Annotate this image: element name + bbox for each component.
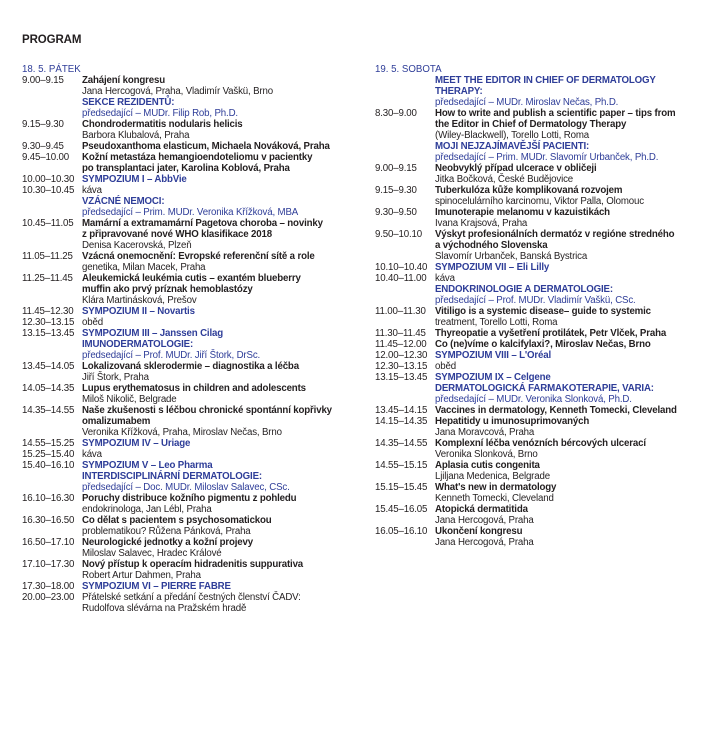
- session-content: [82, 119, 352, 141]
- session-content: [435, 207, 695, 229]
- session-time: 9.00–9.15: [22, 75, 64, 86]
- session-content: [435, 339, 695, 350]
- day-heading: 19. 5. SOBOTA: [375, 64, 442, 75]
- session-time: 16.10–16.30: [22, 493, 75, 504]
- session-time: 13.15–13.45: [22, 328, 75, 339]
- session-text: káva: [82, 449, 102, 460]
- schedule-row: [375, 438, 695, 460]
- session-text: Rudolfova slévárna na Pražském hradě: [82, 603, 247, 614]
- session-text: Jana Moravcová, Praha: [435, 427, 535, 438]
- session-time: 12.30–13.15: [22, 317, 75, 328]
- session-time: 11.30–11.45: [375, 328, 426, 339]
- schedule-row: [375, 526, 695, 548]
- session-content: [82, 559, 352, 581]
- session-text: problematikou? Růžena Pánková, Praha: [82, 526, 251, 537]
- session-content: [435, 460, 695, 482]
- session-text: genetika, Milan Macek, Praha: [82, 262, 206, 273]
- talk-title: Neurologické jednotky a kožní projevy: [82, 537, 254, 548]
- schedule-row: [22, 537, 352, 559]
- schedule-row: [22, 405, 352, 438]
- talk-title: z připravované nové WHO klasifikace 2018: [82, 229, 272, 240]
- session-content: [435, 163, 695, 185]
- session-content: [82, 515, 352, 537]
- session-content: [435, 416, 695, 438]
- session-time: 20.00–23.00: [22, 592, 75, 603]
- section-heading: MEET THE EDITOR IN CHIEF OF DERMATOLOGY: [435, 75, 656, 86]
- session-time: 10.10–10.40: [375, 262, 428, 273]
- session-text: Veronika Slonková, Brno: [435, 449, 538, 460]
- schedule-row: [375, 350, 695, 361]
- schedule-row: [375, 405, 695, 416]
- schedule-row: [22, 141, 352, 152]
- schedule-row: [375, 273, 695, 306]
- session-text: káva: [435, 273, 455, 284]
- section-heading: THERAPY:: [435, 86, 483, 97]
- schedule-row: [375, 460, 695, 482]
- schedule-row: [22, 328, 352, 361]
- chair-text: předsedající – Doc. MUDr. Miloslav Salavec, CSc.: [82, 482, 290, 493]
- session-text: Jana Hercogová, Praha: [435, 537, 534, 548]
- session-text: Ivana Krajsová, Praha: [435, 218, 528, 229]
- session-text: oběd: [435, 361, 456, 372]
- session-time: 14.35–14.55: [375, 438, 428, 449]
- talk-title: Lokalizovaná sklerodermie – diagnostika a léčba: [82, 361, 299, 372]
- session-content: [82, 328, 352, 361]
- schedule-row: [22, 449, 352, 460]
- session-time: 16.05–16.10: [375, 526, 428, 537]
- talk-title: What's new in dermatology: [435, 482, 557, 493]
- day-column-saturday: [375, 64, 695, 548]
- talk-title: Aplasia cutis congenita: [435, 460, 540, 471]
- session-content: [82, 152, 352, 174]
- talk-title: Chondrodermatitis nodularis helicis: [82, 119, 243, 130]
- session-text: Denisa Kacerovská, Plzeň: [82, 240, 192, 251]
- schedule-row: [375, 361, 695, 372]
- session-content: [82, 493, 352, 515]
- session-text: oběd: [82, 317, 103, 328]
- schedule-row: [22, 515, 352, 537]
- section-heading: SYMPOZIUM II – Novartis: [82, 306, 195, 317]
- schedule-row: [375, 163, 695, 185]
- schedule-row: [375, 482, 695, 504]
- session-time: 8.30–9.00: [375, 108, 417, 119]
- session-time: 9.30–9.45: [22, 141, 64, 152]
- session-content: [82, 273, 352, 306]
- session-time: 11.45–12.30: [22, 306, 74, 317]
- day-heading: 18. 5. PÁTEK: [22, 64, 81, 75]
- session-text: Přátelské setkání a předání čestných členství ČADV:: [82, 592, 301, 603]
- talk-title: muffin ako prvý príznak hemoblastózy: [82, 284, 253, 295]
- talk-title: po transplantaci jater, Karolina Koblová, Praha: [82, 163, 290, 174]
- session-content: [435, 262, 695, 273]
- session-text: káva: [82, 185, 102, 196]
- section-heading: SYMPOZIUM IV – Uriage: [82, 438, 191, 449]
- schedule-row: [375, 262, 695, 273]
- session-content: [435, 361, 695, 372]
- session-time: [375, 75, 435, 108]
- talk-title: How to write and publish a scientific paper – tips from: [435, 108, 676, 119]
- session-time: 11.05–11.25: [22, 251, 73, 262]
- schedule-row: [22, 383, 352, 405]
- talk-title: Hepatitidy u imunosuprimovaných: [435, 416, 590, 427]
- chair-text: předsedající – MUDr. Filip Rob, Ph.D.: [82, 108, 238, 119]
- session-time: 9.15–9.30: [22, 119, 64, 130]
- schedule-list: [22, 75, 352, 614]
- talk-title: Komplexní léčba venózních bércových ulcerací: [435, 438, 646, 449]
- session-time: 9.30–9.50: [375, 207, 417, 218]
- schedule-row: [22, 306, 352, 317]
- schedule-row: [375, 504, 695, 526]
- talk-title: Mamární a extramamární Pagetova choroba – novinky: [82, 218, 323, 229]
- day-column-friday: [22, 64, 352, 614]
- talk-title: Kožní metastáza hemangioendoteliomu v pacientky: [82, 152, 313, 163]
- session-text: Jana Hercogová, Praha, Vladimír Vaškü, Brno: [82, 86, 273, 97]
- session-time: 10.00–10.30: [22, 174, 75, 185]
- section-heading: SYMPOZIUM VIII – L'Oréal: [435, 350, 552, 361]
- session-content: [82, 185, 352, 218]
- session-text: Robert Artur Dahmen, Praha: [82, 570, 201, 581]
- session-content: [82, 317, 352, 328]
- schedule-row: [22, 119, 352, 141]
- session-time: 14.05–14.35: [22, 383, 75, 394]
- session-time: 15.40–16.10: [22, 460, 75, 471]
- session-time: 16.30–16.50: [22, 515, 75, 526]
- schedule-row: [22, 438, 352, 449]
- schedule-row: [22, 273, 352, 306]
- session-text: Barbora Klubalová, Praha: [82, 130, 190, 141]
- page-title: PROGRAM: [22, 34, 82, 46]
- chair-text: předsedající – MUDr. Veronika Slonková, Ph.D.: [435, 394, 632, 405]
- talk-title: Co (ne)víme o kalcifylaxi?, Miroslav Nečas, Brno: [435, 339, 651, 350]
- session-time: 11.00–11.30: [375, 306, 426, 317]
- schedule-row: [22, 361, 352, 383]
- talk-title: Ukončení kongresu: [435, 526, 523, 537]
- session-content: [82, 449, 352, 460]
- session-content: [435, 108, 695, 163]
- talk-title: Naše zkušenosti s léčbou chronické spontánní kopřivky: [82, 405, 332, 416]
- session-content: [435, 75, 695, 108]
- section-heading: SEKCE REZIDENTŮ:: [82, 97, 175, 108]
- session-time: 9.50–10.10: [375, 229, 422, 240]
- session-text: Jana Hercogová, Praha: [435, 515, 534, 526]
- schedule-row: [22, 493, 352, 515]
- chair-text: předsedající – Prof. MUDr. Vladimír Vaškü, CSc.: [435, 295, 636, 306]
- section-heading: SYMPOZIUM III – Janssen Cilag: [82, 328, 224, 339]
- talk-title: Thyreopatie a vyšetření protilátek, Petr Vlček, Praha: [435, 328, 667, 339]
- schedule-row: [375, 207, 695, 229]
- session-time: 9.45–10.00: [22, 152, 69, 163]
- talk-title: Pseudoxanthoma elasticum, Michaela Nováková, Praha: [82, 141, 330, 152]
- session-content: [435, 306, 695, 328]
- session-time: 9.00–9.15: [375, 163, 417, 174]
- session-text: spinocelulárního karcinomu, Viktor Palla, Olomouc: [435, 196, 644, 207]
- session-content: [435, 405, 695, 416]
- session-time: 10.45–11.05: [22, 218, 74, 229]
- schedule-row: [375, 372, 695, 405]
- session-time: 10.30–10.45: [22, 185, 75, 196]
- session-content: [82, 438, 352, 449]
- session-text: Veronika Křížková, Praha, Miroslav Nečas, Brno: [82, 427, 282, 438]
- talk-title: Vzácná onemocnění: Evropské referenční sítě a role: [82, 251, 315, 262]
- session-content: [82, 460, 352, 493]
- schedule-row: [22, 174, 352, 185]
- session-time: 12.00–12.30: [375, 350, 428, 361]
- session-time: 12.30–13.15: [375, 361, 428, 372]
- session-content: [435, 438, 695, 460]
- schedule-row: [22, 152, 352, 174]
- talk-title: Tuberkulóza kůže komplikovaná rozvojem: [435, 185, 623, 196]
- section-heading: INTERDISCIPLINÁRNÍ DERMATOLOGIE:: [82, 471, 262, 482]
- schedule-row: [22, 559, 352, 581]
- session-time: 14.55–15.15: [375, 460, 428, 471]
- schedule-row: [22, 251, 352, 273]
- talk-title: Vaccines in dermatology, Kenneth Tomecki, Cleveland: [435, 405, 677, 416]
- talk-title: Neobvyklý případ ulcerace v obličeji: [435, 163, 597, 174]
- talk-title: Poruchy distribuce kožního pigmentu z pohledu: [82, 493, 297, 504]
- session-content: [82, 306, 352, 317]
- section-heading: SYMPOZIUM VI – PIERRE FABRE: [82, 581, 231, 592]
- schedule-row: [375, 328, 695, 339]
- session-time: 14.15–14.35: [375, 416, 428, 427]
- session-content: [435, 504, 695, 526]
- section-heading: SYMPOZIUM IX – Celgene: [435, 372, 551, 383]
- session-text: Klára Martinásková, Prešov: [82, 295, 197, 306]
- session-text: endokrinologa, Jan Lébl, Praha: [82, 504, 212, 515]
- session-text: treatment, Torello Lotti, Roma: [435, 317, 558, 328]
- section-heading: SYMPOZIUM V – Leo Pharma: [82, 460, 213, 471]
- session-time: 17.10–17.30: [22, 559, 75, 570]
- session-text: (Wiley-Blackwell), Torello Lotti, Roma: [435, 130, 590, 141]
- session-content: [435, 273, 695, 306]
- schedule-row: [375, 416, 695, 438]
- schedule-row: [22, 185, 352, 218]
- session-text: Jiří Štork, Praha: [82, 372, 149, 383]
- section-heading: SYMPOZIUM VII – Eli Lilly: [435, 262, 550, 273]
- talk-title: Nový přístup k operacím hidradenitis suppurativa: [82, 559, 304, 570]
- schedule-row: [22, 75, 352, 119]
- session-content: [435, 185, 695, 207]
- session-content: [82, 405, 352, 438]
- session-time: 14.55–15.25: [22, 438, 75, 449]
- session-content: [435, 526, 695, 548]
- schedule-row: [375, 108, 695, 163]
- chair-text: předsedající – Prof. MUDr. Jiří Štork, DrSc.: [82, 350, 261, 361]
- session-time: 15.45–16.05: [375, 504, 428, 515]
- session-time: 16.50–17.10: [22, 537, 75, 548]
- section-heading: IMUNODERMATOLOGIE:: [82, 339, 194, 350]
- section-heading: VZÁCNÉ NEMOCI:: [82, 196, 165, 207]
- talk-title: Zahájení kongresu: [82, 75, 166, 86]
- talk-title: Imunoterapie melanomu v kazuistikách: [435, 207, 610, 218]
- schedule-row: [22, 460, 352, 493]
- session-content: [82, 218, 352, 251]
- schedule-row: [22, 581, 352, 592]
- session-time: 15.25–15.40: [22, 449, 75, 460]
- session-time: 9.15–9.30: [375, 185, 417, 196]
- chair-text: předsedající – Prim. MUDr. Slavomír Urbanček, Ph.D.: [435, 152, 659, 163]
- talk-title: Aleukemická leukémia cutis – exantém blueberry: [82, 273, 301, 284]
- schedule-row: [375, 185, 695, 207]
- section-heading: DERMATOLOGICKÁ FARMAKOTERAPIE, VARIA:: [435, 383, 654, 394]
- talk-title: Vitiligo is a systemic disease– guide to systemic: [435, 306, 651, 317]
- session-content: [435, 372, 695, 405]
- session-time: 10.40–11.00: [375, 273, 427, 284]
- session-content: [82, 361, 352, 383]
- schedule-row: [375, 75, 695, 108]
- session-text: Miloslav Salavec, Hradec Králové: [82, 548, 222, 559]
- talk-title: the Editor in Chief of Dermatology Therapy: [435, 119, 627, 130]
- session-content: [82, 383, 352, 405]
- schedule-list: [375, 75, 695, 548]
- schedule-row: [375, 306, 695, 328]
- session-time: 13.15–13.45: [375, 372, 428, 383]
- talk-title: Atopická dermatitida: [435, 504, 528, 515]
- session-content: [82, 592, 352, 614]
- session-time: 15.15–15.45: [375, 482, 428, 493]
- session-content: [435, 328, 695, 339]
- schedule-row: [375, 229, 695, 262]
- session-time: 11.25–11.45: [22, 273, 73, 284]
- schedule-row: [375, 339, 695, 350]
- session-content: [82, 581, 352, 592]
- session-content: [82, 251, 352, 273]
- session-content: [435, 350, 695, 361]
- session-time: 11.45–12.00: [375, 339, 427, 350]
- talk-title: a východného Slovenska: [435, 240, 548, 251]
- schedule-row: [22, 317, 352, 328]
- session-time: 17.30–18.00: [22, 581, 75, 592]
- session-content: [82, 141, 352, 152]
- talk-title: omalizumabem: [82, 416, 151, 427]
- section-heading: SYMPOZIUM I – AbbVie: [82, 174, 187, 185]
- session-content: [435, 482, 695, 504]
- chair-text: předsedající – Prim. MUDr. Veronika Křížková, MBA: [82, 207, 299, 218]
- session-text: Jitka Bočková, České Budějovice: [435, 174, 574, 185]
- talk-title: Co dělat s pacientem s psychosomatickou: [82, 515, 272, 526]
- session-time: 13.45–14.05: [22, 361, 75, 372]
- session-text: Kenneth Tomecki, Cleveland: [435, 493, 554, 504]
- session-text: Slavomír Urbanček, Banská Bystrica: [435, 251, 588, 262]
- session-text: Ljiljana Medenica, Belgrade: [435, 471, 550, 482]
- session-content: [82, 174, 352, 185]
- talk-title: Výskyt profesionálních dermatóz v regióne stredného: [435, 229, 675, 240]
- talk-title: Lupus erythematosus in children and adolescents: [82, 383, 306, 394]
- session-time: 13.45–14.15: [375, 405, 428, 416]
- session-content: [82, 75, 352, 119]
- section-heading: ENDOKRINOLOGIE A DERMATOLOGIE:: [435, 284, 613, 295]
- schedule-row: [22, 592, 352, 614]
- schedule-row: [22, 218, 352, 251]
- session-text: Miloš Nikolič, Belgrade: [82, 394, 177, 405]
- section-heading: MOJI NEJZAJÍMAVĚJŠÍ PACIENTI:: [435, 141, 590, 152]
- session-content: [435, 229, 695, 262]
- session-content: [82, 537, 352, 559]
- chair-text: předsedající – MUDr. Miroslav Nečas, Ph.D.: [435, 97, 619, 108]
- session-time: 14.35–14.55: [22, 405, 75, 416]
